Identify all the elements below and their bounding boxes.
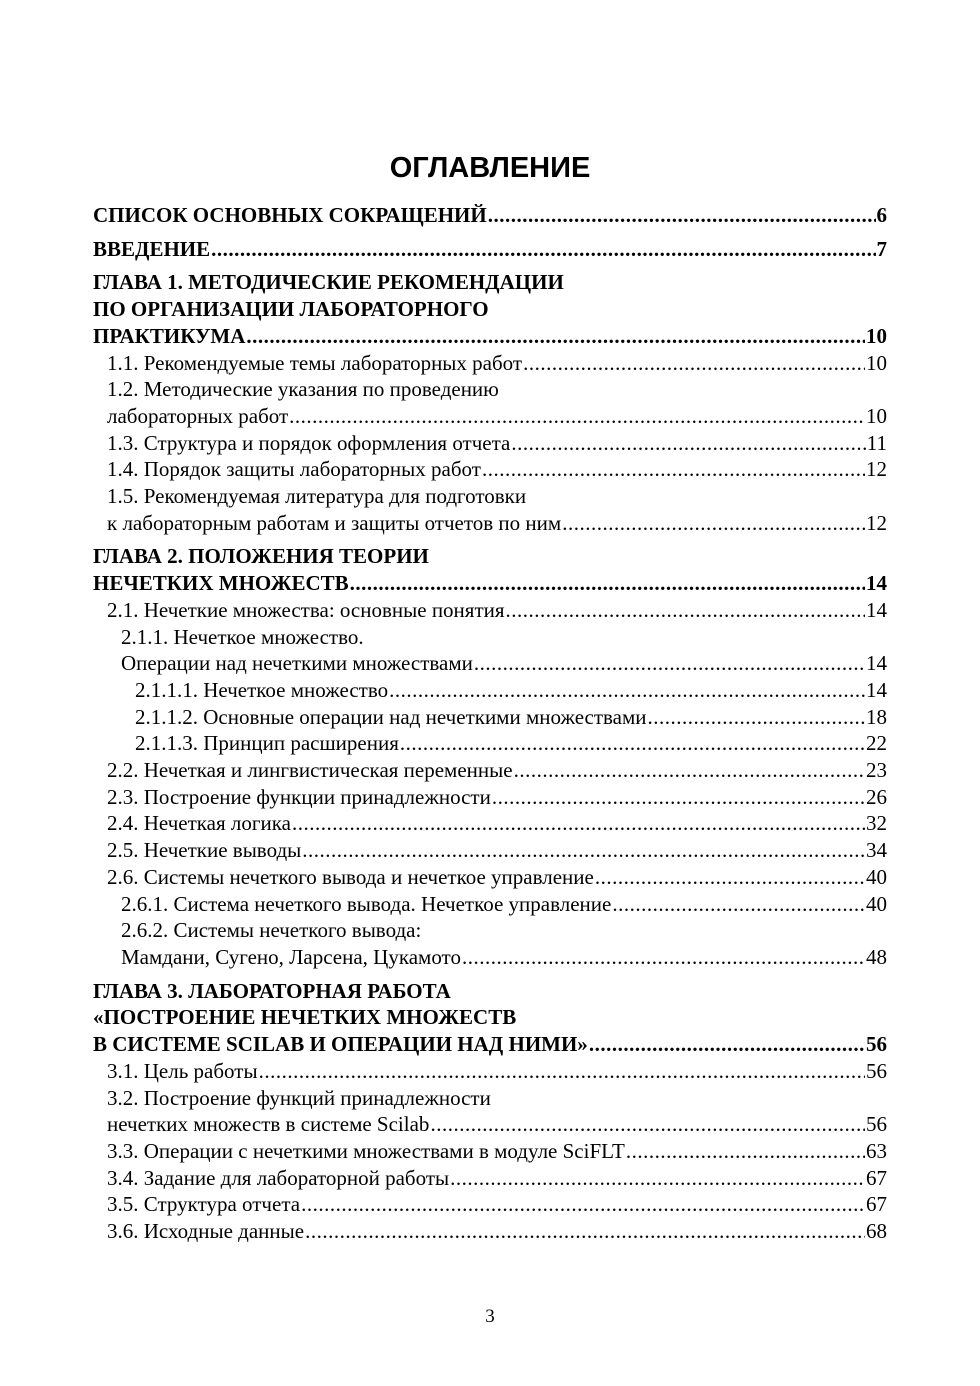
toc-entry-page: 12	[866, 510, 887, 535]
toc-section-entry[interactable]	[93, 376, 887, 429]
toc-entry-title: 3.6. Исходные данные	[107, 1219, 305, 1244]
toc-entry-page: 67	[866, 1165, 887, 1190]
toc-entry-title: 1.4. Порядок защиты лабораторных работ	[107, 457, 481, 482]
toc-section-entry[interactable]	[93, 810, 887, 837]
dot-leader	[430, 1111, 865, 1138]
toc-entry-title: 3.1. Цель работы	[107, 1058, 258, 1083]
toc-section-entry[interactable]	[93, 837, 887, 864]
dot-leader	[246, 323, 865, 350]
toc-entry-page: 68	[866, 1219, 887, 1244]
dot-leader	[626, 1138, 865, 1165]
toc-section-entry[interactable]	[93, 624, 887, 677]
dot-leader	[462, 944, 865, 971]
toc-entry-page: 6	[876, 203, 887, 227]
toc-section-entry[interactable]	[93, 891, 887, 918]
toc-entry-title-line: ГЛАВА 1. МЕТОДИЧЕСКИЕ РЕКОМЕНДАЦИИ	[93, 270, 564, 295]
toc-section-entry[interactable]	[93, 430, 887, 457]
toc-entry-title-line: 1.5. Рекомендуемая литература для подготовки	[107, 484, 527, 509]
toc-entry-page: 7	[876, 236, 887, 261]
toc-entry-title: ВВЕДЕНИЕ	[93, 236, 211, 261]
page-title: ОГЛАВЛЕНИЕ	[389, 152, 591, 184]
dot-leader	[492, 784, 865, 811]
toc-entry-page: 14	[866, 597, 887, 622]
toc-entry-title: 2.3. Построение функции принадлежности	[107, 784, 491, 809]
dot-leader	[301, 1191, 865, 1218]
dot-leader	[389, 677, 865, 704]
toc-entry-page: 48	[866, 944, 887, 969]
toc-entry-page: 26	[866, 784, 887, 809]
toc-entry-title: 3.5. Структура отчета	[107, 1192, 301, 1217]
toc-section-entry[interactable]	[93, 757, 887, 784]
toc-chapter-entry[interactable]	[93, 202, 887, 229]
toc-chapter-entry[interactable]	[93, 236, 887, 263]
toc-section-entry[interactable]	[93, 483, 887, 536]
dot-leader	[482, 456, 865, 483]
toc-entry-title: НЕЧЕТКИХ МНОЖЕСТВ	[93, 571, 349, 596]
toc-chapter-entry[interactable]	[93, 543, 887, 596]
toc-entry-title-line: ПО ОРГАНИЗАЦИИ ЛАБОРАТОРНОГО	[93, 297, 489, 322]
dot-leader	[305, 1218, 865, 1245]
toc-entry-page: 10	[866, 403, 887, 428]
toc-section-entry[interactable]	[93, 1085, 887, 1138]
toc-entry-title: Мамдани, Сугено, Ларсена, Цукамото	[121, 944, 461, 969]
dot-leader	[506, 597, 865, 624]
toc-section-entry[interactable]	[93, 1218, 887, 1245]
toc-entry-title: 2.6.1. Система нечеткого вывода. Нечеткое управление	[121, 891, 612, 916]
toc-entry-title: 2.1. Нечеткие множества: основные понятия	[107, 597, 505, 622]
toc-section-entry[interactable]	[93, 677, 887, 704]
toc-section-entry[interactable]	[93, 730, 887, 757]
toc-entry-page: 56	[866, 1032, 887, 1057]
toc-entry-title: лабораторных работ	[107, 403, 289, 428]
dot-leader	[648, 704, 865, 731]
toc-entry-page: 34	[866, 838, 887, 863]
toc-entry-title-line: ГЛАВА 2. ПОЛОЖЕНИЯ ТЕОРИИ	[93, 544, 429, 569]
toc-entry-title: 1.1. Рекомендуемые темы лабораторных работ	[107, 350, 523, 375]
dot-leader	[595, 864, 865, 891]
toc-entry-title: 2.1.1.2. Основные операции над нечеткими множествами	[135, 704, 647, 729]
toc-entry-page: 14	[866, 571, 887, 596]
toc-entry-title: 2.6. Системы нечеткого вывода и нечеткое управление	[107, 864, 594, 889]
toc-entry-page: 12	[866, 457, 887, 482]
toc-entry-title: к лабораторным работам и защиты отчетов по ним	[107, 510, 562, 535]
toc-entry-title: В СИСТЕМЕ SCILAB И ОПЕРАЦИИ НАД НИМИ»	[93, 1032, 588, 1057]
dot-leader	[450, 1165, 865, 1192]
toc-entry-page: 11	[866, 430, 887, 455]
toc-section-entry[interactable]	[93, 456, 887, 483]
table-of-contents	[93, 202, 887, 1245]
toc-section-entry[interactable]	[93, 1191, 887, 1218]
toc-entry-page: 22	[866, 731, 887, 756]
toc-section-entry[interactable]	[93, 350, 887, 377]
toc-entry-title: 2.1.1.1. Нечеткое множество	[135, 677, 389, 702]
toc-section-entry[interactable]	[93, 1138, 887, 1165]
dot-leader	[289, 403, 865, 430]
toc-entry-title-line: 3.2. Построение функций принадлежности	[107, 1085, 491, 1110]
toc-entry-title: нечетких множеств в системе Scilab	[107, 1112, 430, 1137]
page-number: 3	[485, 1306, 495, 1327]
toc-section-entry[interactable]	[93, 597, 887, 624]
toc-entry-title-line: «ПОСТРОЕНИЕ НЕЧЕТКИХ МНОЖЕСТВ	[93, 1005, 517, 1030]
toc-section-entry[interactable]	[93, 1165, 887, 1192]
toc-entry-page: 63	[866, 1138, 887, 1163]
toc-entry-title: 1.3. Структура и порядок оформления отчета	[107, 430, 511, 455]
toc-entry-title: 2.1.1.3. Принцип расширения	[135, 731, 399, 756]
toc-entry-title-line: 2.6.2. Системы нечеткого вывода:	[121, 918, 422, 943]
dot-leader	[488, 202, 876, 229]
toc-entry-page: 56	[866, 1058, 887, 1083]
toc-entry-page: 23	[866, 758, 887, 783]
dot-leader	[259, 1058, 865, 1085]
dot-leader	[350, 570, 865, 597]
toc-section-entry[interactable]	[93, 784, 887, 811]
toc-chapter-entry[interactable]	[93, 269, 887, 349]
toc-entry-page: 67	[866, 1192, 887, 1217]
toc-entry-page: 10	[866, 323, 887, 348]
dot-leader	[612, 891, 865, 918]
dot-leader	[511, 430, 865, 457]
dot-leader	[562, 510, 865, 537]
toc-section-entry[interactable]	[93, 917, 887, 970]
toc-entry-title: 2.4. Нечеткая логика	[107, 811, 291, 836]
toc-section-entry[interactable]	[93, 864, 887, 891]
toc-section-entry[interactable]	[93, 704, 887, 731]
toc-entry-title-line: ГЛАВА 3. ЛАБОРАТОРНАЯ РАБОТА	[93, 978, 451, 1003]
dot-leader	[400, 730, 865, 757]
toc-entry-page: 40	[866, 864, 887, 889]
dot-leader	[292, 810, 865, 837]
toc-entry-page: 32	[866, 811, 887, 836]
toc-entry-title-line: 1.2. Методические указания по проведению	[107, 377, 499, 402]
dot-leader	[211, 236, 875, 263]
toc-entry-title: Операции над нечеткими множествами	[121, 651, 473, 676]
toc-entry-page: 14	[866, 677, 887, 702]
toc-entry-page: 14	[866, 651, 887, 676]
toc-section-entry[interactable]	[93, 1058, 887, 1085]
dot-leader	[523, 350, 865, 377]
toc-entry-page: 40	[866, 891, 887, 916]
toc-entry-title-line: 2.1.1. Нечеткое множество.	[121, 624, 364, 649]
toc-chapter-entry[interactable]	[93, 978, 887, 1058]
toc-entry-title: 2.5. Нечеткие выводы	[107, 838, 302, 863]
dot-leader	[589, 1031, 865, 1058]
toc-entry-title: 3.3. Операции с нечеткими множествами в модуле SciFLT	[107, 1138, 625, 1163]
dot-leader	[474, 650, 865, 677]
dot-leader	[302, 837, 865, 864]
toc-entry-title: СПИСОК ОСНОВНЫХ СОКРАЩЕНИЙ	[93, 203, 487, 227]
toc-entry-title: 2.2. Нечеткая и лингвистическая переменные	[107, 758, 513, 783]
toc-entry-title: ПРАКТИКУМА	[93, 323, 246, 348]
toc-entry-page: 18	[866, 704, 887, 729]
toc-entry-title: 3.4. Задание для лабораторной работы	[107, 1165, 450, 1190]
toc-entry-page: 10	[866, 350, 887, 375]
toc-entry-page: 56	[866, 1112, 887, 1137]
dot-leader	[514, 757, 865, 784]
